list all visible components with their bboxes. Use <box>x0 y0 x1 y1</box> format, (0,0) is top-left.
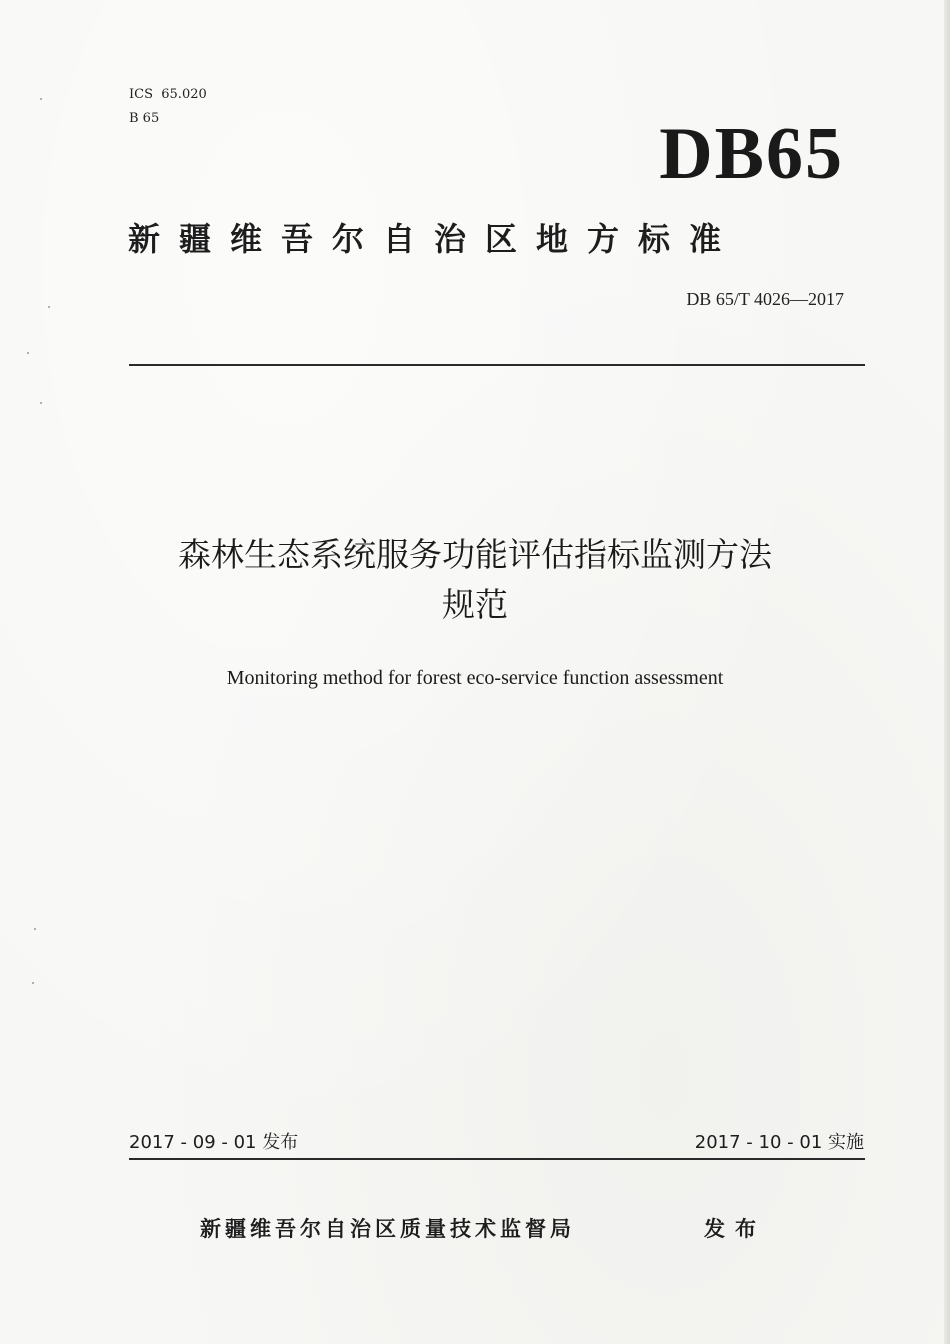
ics-code: 65.020 <box>161 87 207 102</box>
implementation-date: 2017 - 10 - 01 实施 <box>694 1132 864 1153</box>
title-chinese-line2: 规范 <box>442 585 508 624</box>
issue-date: 2017 - 09 - 01 发布 <box>129 1132 299 1153</box>
standard-code-mark: DB65 <box>659 113 844 195</box>
footer-divider <box>129 1158 865 1160</box>
scan-speck <box>27 352 29 354</box>
title-chinese <box>110 530 840 630</box>
title-chinese-line1: 森林生态系统服务功能评估指标监测方法 <box>178 535 772 574</box>
title-english: Monitoring method for forest eco-service function assessment <box>226 667 724 689</box>
scan-speck <box>34 928 36 930</box>
scan-speck <box>40 402 42 404</box>
ccs-code: B 65 <box>129 111 160 126</box>
scan-speck <box>32 982 34 984</box>
standard-category: 新疆维吾尔自治区地方标准 <box>128 220 741 258</box>
standard-number: DB 65/T 4026—2017 <box>686 289 844 309</box>
issuer-verb: 发布 <box>704 1217 766 1241</box>
issuer-name: 新疆维吾尔自治区质量技术监督局 <box>200 1217 575 1241</box>
classification-block <box>129 83 207 131</box>
ics-line <box>129 83 207 107</box>
scan-edge <box>944 0 950 1344</box>
header-divider <box>129 364 865 366</box>
scan-speck <box>48 306 50 308</box>
scan-speck <box>40 98 42 100</box>
ics-label: ICS <box>129 87 153 102</box>
